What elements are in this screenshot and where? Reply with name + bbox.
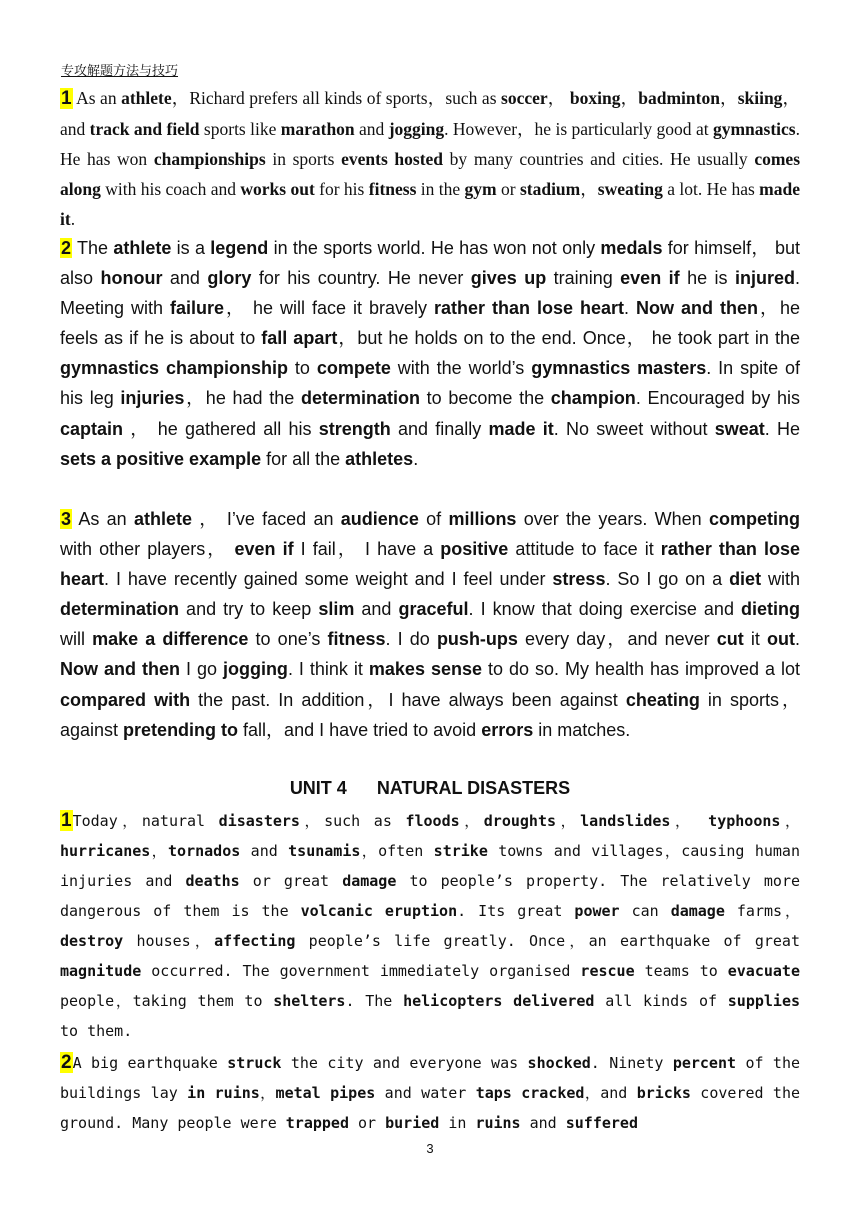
key-term: makes sense <box>368 659 482 680</box>
text-run: As an <box>72 88 122 108</box>
key-term: landslides <box>580 812 671 830</box>
key-term: track and field <box>89 119 200 139</box>
key-term: buried <box>385 1114 440 1132</box>
text-run: ， <box>556 812 581 830</box>
key-term: cheating <box>625 689 700 710</box>
text-run: people’s life greatly. Once，an earthquake of great <box>295 932 800 950</box>
key-term: athletes <box>345 448 414 469</box>
text-run: ， <box>547 88 570 108</box>
key-term: sets a positive example <box>60 448 262 469</box>
text-run: I go <box>179 659 223 680</box>
text-run: . The <box>345 992 404 1010</box>
key-term: ruins <box>475 1114 521 1132</box>
paragraph-number: 2 <box>61 238 72 258</box>
key-term: captain <box>60 418 124 439</box>
text-run: for all the <box>261 448 346 469</box>
text-run: in sports <box>265 149 342 169</box>
text-run: . <box>70 209 76 229</box>
text-run: in <box>439 1114 476 1132</box>
key-term: competing <box>709 509 801 529</box>
paragraph-body <box>60 509 800 740</box>
text-run: ，Richard prefers all kinds of sports，such as <box>171 88 502 108</box>
text-run: of <box>418 509 449 529</box>
text-run: . I have recently gained some weight and I feel under <box>104 569 553 590</box>
key-term: damage <box>670 902 725 920</box>
text-run: covered the ground. Many people were <box>60 1084 800 1132</box>
text-run: ，but he holds on to the end. Once， he took part in the <box>337 328 800 349</box>
key-term: championships <box>153 149 266 169</box>
text-run: is a <box>171 238 211 258</box>
text-run: . So I go on a <box>605 569 730 590</box>
text-run: A big earthquake <box>72 1054 228 1072</box>
text-run: in matches. <box>533 719 631 740</box>
text-run: and try to keep <box>179 599 319 620</box>
text-run: it <box>743 629 767 650</box>
key-term: even if <box>620 268 680 289</box>
key-term: soccer <box>501 88 548 108</box>
paragraph-body <box>60 88 800 229</box>
key-term: dieting <box>741 599 801 620</box>
text-run: to people’s property. The relatively more dangerous of them is the <box>60 872 800 920</box>
text-run: . Its great <box>457 902 575 920</box>
text-run: and finally <box>390 418 489 439</box>
text-run: for himself， but also <box>60 238 801 289</box>
text-run: in sports，against <box>60 689 801 740</box>
text-run: and <box>520 1114 566 1132</box>
key-term: out <box>767 629 795 650</box>
text-run: will <box>60 629 93 650</box>
text-run: training <box>546 268 621 289</box>
text-run: fall，and I have tried to avoid <box>238 719 482 740</box>
key-term: make a difference <box>92 629 249 650</box>
text-run: . Encouraged by his <box>635 388 800 409</box>
key-term: damage <box>342 872 397 890</box>
text-run: ，such as <box>299 812 406 830</box>
text-run: can <box>619 902 671 920</box>
key-term: honour <box>100 268 163 289</box>
key-term: tsunamis <box>288 842 361 860</box>
text-run: . In spite of his leg <box>60 358 801 409</box>
text-run: The <box>72 238 114 258</box>
paragraph <box>60 504 800 745</box>
key-term: medals <box>600 238 663 258</box>
paragraph-number: 1 <box>61 810 72 831</box>
text-run: Today，natural <box>72 812 219 830</box>
text-run: in the sports world. He has won not only <box>268 238 601 258</box>
key-term: diet <box>729 569 762 590</box>
key-term: rescue <box>580 962 635 980</box>
text-run: ，he had the <box>184 388 301 409</box>
text-run: over the years. When <box>516 509 709 529</box>
text-run: to do so. My health has improved a lot <box>481 659 801 680</box>
key-term: shelters <box>273 992 346 1010</box>
text-run: all kinds of <box>594 992 728 1010</box>
key-term: boxing <box>569 88 621 108</box>
key-term: taps cracked <box>475 1084 585 1102</box>
key-term: fitness <box>327 629 386 650</box>
text-run: to become the <box>419 388 551 409</box>
key-term: slim <box>318 599 355 620</box>
key-term: events hosted <box>341 149 444 169</box>
key-term: glory <box>207 268 252 289</box>
text-run: ，and <box>584 1084 637 1102</box>
text-run: I fail， I have a <box>293 539 441 560</box>
key-term: droughts <box>483 812 557 830</box>
text-run: . I think it <box>287 659 369 680</box>
key-term: strike <box>433 842 488 860</box>
key-term: magnitude <box>60 962 142 980</box>
key-term: even if <box>234 539 294 560</box>
unit-title <box>0 778 860 799</box>
unit-title-text: UNIT 4 NATURAL DISASTERS <box>289 778 571 798</box>
text-run: ， he will face it bravely <box>224 298 435 319</box>
text-run: for his <box>314 179 369 199</box>
text-run: . I know that doing exercise and <box>468 599 742 620</box>
text-run: ， <box>459 812 484 830</box>
key-term: percent <box>672 1054 737 1072</box>
key-term: positive <box>440 539 509 560</box>
paragraph-body <box>60 1054 800 1132</box>
key-term: champion <box>550 388 636 409</box>
key-term: bricks <box>636 1084 691 1102</box>
key-term: legend <box>210 238 269 258</box>
key-term: works out <box>240 179 315 199</box>
page-header: 专攻解题方法与技巧 <box>61 64 179 79</box>
key-term: typhoons <box>708 812 781 830</box>
key-term: injuries <box>120 388 185 409</box>
key-term: in ruins <box>187 1084 260 1102</box>
text-run: in the <box>416 179 465 199</box>
key-term: deaths <box>185 872 240 890</box>
key-term: trapped <box>285 1114 349 1132</box>
text-run: teams to <box>634 962 728 980</box>
paragraph <box>60 233 800 474</box>
key-term: gymnastics <box>712 119 796 139</box>
key-term: skiing <box>737 88 783 108</box>
text-run: towns and villages，causing human injuries and <box>60 842 800 890</box>
key-term: made it <box>60 179 800 229</box>
paragraph <box>60 1048 800 1138</box>
paragraph-number: 2 <box>61 1052 72 1073</box>
key-term: cut <box>716 629 744 650</box>
text-run: of the buildings lay <box>60 1054 801 1102</box>
key-term: destroy <box>60 932 124 950</box>
key-term: millions <box>448 509 517 529</box>
key-term: badminton <box>638 88 720 108</box>
key-term: made it <box>488 418 554 439</box>
key-term: fitness <box>368 179 417 199</box>
text-run: to one’s <box>248 629 328 650</box>
text-run: ，he feels as if he is about to <box>60 298 800 349</box>
text-run: to them. <box>60 1022 133 1040</box>
key-term: suffered <box>565 1114 638 1132</box>
key-term: tornados <box>168 842 241 860</box>
key-term: helicopters delivered <box>403 992 595 1010</box>
key-term: volcanic eruption <box>300 902 458 920</box>
key-term: graceful <box>398 599 469 620</box>
text-run: every day，and never <box>517 629 717 650</box>
key-term: push-ups <box>436 629 518 650</box>
key-term: marathon <box>280 119 355 139</box>
paragraph-body <box>60 812 800 1040</box>
key-term: pretending to <box>123 719 239 740</box>
paragraph <box>60 83 800 234</box>
text-run: attitude to face it <box>508 539 661 560</box>
key-term: athlete <box>121 88 172 108</box>
key-term: audience <box>340 509 419 529</box>
key-term: failure <box>170 298 225 319</box>
text-run: ，and <box>60 88 801 139</box>
text-run: ，often <box>360 842 434 860</box>
key-term: compete <box>316 358 391 379</box>
text-run: and <box>354 599 399 620</box>
text-run: ， <box>670 812 709 830</box>
text-run: the city and everyone was <box>281 1054 528 1072</box>
key-term: comes along <box>60 149 801 199</box>
key-term: determination <box>60 599 180 620</box>
paragraph <box>60 806 800 1046</box>
page-number: 3 <box>426 1141 434 1156</box>
text-run: or <box>496 179 520 199</box>
text-run: . He <box>764 418 800 439</box>
text-run: sports like <box>199 119 281 139</box>
key-term: evacuate <box>727 962 800 980</box>
key-term: floods <box>405 812 460 830</box>
paragraph-number: 1 <box>61 88 72 109</box>
text-run: . Ninety <box>590 1054 673 1072</box>
key-term: gymnastics masters <box>531 358 707 379</box>
key-term: rather than lose heart <box>60 539 800 590</box>
text-run: and <box>240 842 289 860</box>
key-term: stadium <box>519 179 581 199</box>
key-term: hurricanes <box>60 842 151 860</box>
text-run: ， <box>259 1084 276 1102</box>
text-run: houses， <box>123 932 215 950</box>
text-run: occurred. The government immediately organised <box>141 962 581 980</box>
key-term: determination <box>300 388 420 409</box>
paragraph-body <box>60 238 800 469</box>
text-run: ， I’ve faced an <box>191 509 341 529</box>
key-term: struck <box>227 1054 282 1072</box>
text-run: ， he gathered all his <box>123 418 319 439</box>
key-term: injured <box>734 268 795 289</box>
paragraph-number: 3 <box>61 509 72 529</box>
text-run: As an <box>72 509 134 529</box>
text-run: with <box>761 569 801 590</box>
text-run: to <box>287 358 317 379</box>
text-run: . However，he is particularly good at <box>444 119 713 139</box>
text-run: ， <box>580 179 598 199</box>
key-term: jogging <box>222 659 288 680</box>
text-run: ， <box>719 88 738 108</box>
text-run: . Meeting with <box>60 268 800 319</box>
key-term: sweating <box>597 179 663 199</box>
text-run: or <box>349 1114 386 1132</box>
key-term: gives up <box>470 268 547 289</box>
text-run: people，taking them to <box>60 992 274 1010</box>
key-term: stress <box>552 569 606 590</box>
text-run: farms， <box>724 902 801 920</box>
text-run: . <box>413 448 419 469</box>
key-term: strength <box>318 418 391 439</box>
text-run: by many countries and cities. He usually <box>443 149 755 169</box>
key-term: power <box>574 902 620 920</box>
key-term: Now and then <box>60 659 180 680</box>
text-run: the past. In addition，I have always been against <box>190 689 626 710</box>
text-run: . <box>624 298 637 319</box>
key-term: gym <box>464 179 497 199</box>
key-term: athlete <box>113 238 172 258</box>
key-term: fall apart <box>261 328 338 349</box>
key-term: affecting <box>214 932 296 950</box>
text-run: or great <box>239 872 343 890</box>
text-run: . No sweet without <box>553 418 715 439</box>
key-term: compared with <box>60 689 191 710</box>
text-run: ， <box>620 88 639 108</box>
key-term: athlete <box>133 509 192 529</box>
text-run: for his country. He never <box>251 268 471 289</box>
text-run: and <box>162 268 208 289</box>
text-run: . <box>794 629 800 650</box>
text-run: . I do <box>385 629 437 650</box>
text-run: and water <box>375 1084 476 1102</box>
key-term: errors <box>481 719 534 740</box>
text-run: ， <box>780 812 800 830</box>
text-run: with the world’s <box>390 358 532 379</box>
key-term: disasters <box>218 812 300 830</box>
key-term: supplies <box>727 992 801 1010</box>
key-term: gymnastics championship <box>60 358 288 379</box>
text-run: with his coach and <box>100 179 241 199</box>
text-run: a lot. He has <box>662 179 760 199</box>
key-term: jogging <box>388 119 445 139</box>
key-term: shocked <box>527 1054 591 1072</box>
key-term: sweat <box>714 418 765 439</box>
key-term: metal pipes <box>275 1084 376 1102</box>
key-term: Now and then <box>636 298 758 319</box>
key-term: rather than lose heart <box>434 298 625 319</box>
text-run: . He has won <box>60 119 800 169</box>
text-run: he is <box>679 268 735 289</box>
text-run: with other players， <box>60 539 235 560</box>
text-run: and <box>354 119 389 139</box>
text-run: ， <box>150 842 169 860</box>
